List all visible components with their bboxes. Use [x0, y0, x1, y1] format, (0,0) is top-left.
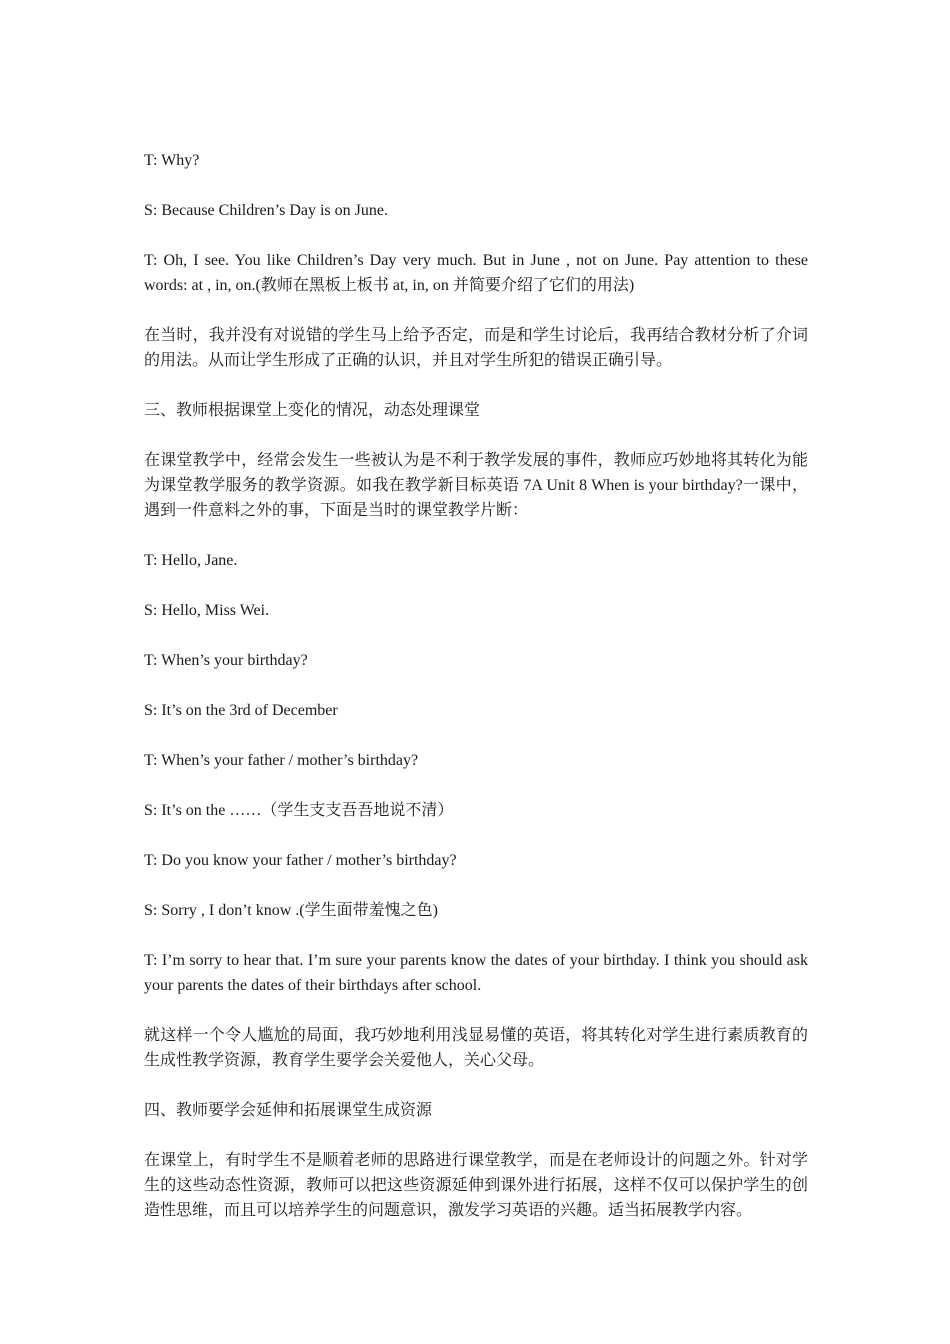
dialogue-line: T: When’s your father / mother’s birthday?	[144, 752, 419, 769]
body-paragraph: 就这样一个令人尴尬的局面，我巧妙地利用浅显易懂的英语，将其转化对学生进行素质教育的生成性教学资源，教育学生要学会关爱他人，关心父母。	[144, 1027, 808, 1069]
dialogue-line: S: It’s on the 3rd of December	[144, 702, 338, 719]
body-paragraph: 在当时，我并没有对说错的学生马上给予否定，而是和学生讨论后，我再结合教材分析了介词的用法。从而让学生形成了正确的认识，并且对学生所犯的错误正确引导。	[144, 327, 808, 369]
dialogue-line: T: Hello, Jane.	[144, 552, 238, 569]
document-body	[144, 148, 808, 1248]
dialogue-line: S: It’s on the ……（学生支支吾吾地说不清）	[144, 802, 454, 819]
dialogue-line: T: I’m sorry to hear that. I’m sure your parents know the dates of your birthday. I think you should ask your parents the dates of their birthdays after school.	[144, 952, 808, 994]
dialogue-line: S: Because Children’s Day is on June.	[144, 202, 388, 219]
dialogue-line: S: Hello, Miss Wei.	[144, 602, 270, 619]
section-heading: 三、教师根据课堂上变化的情况，动态处理课堂	[144, 402, 481, 419]
body-paragraph: 在课堂教学中，经常会发生一些被认为是不利于教学发展的事件，教师应巧妙地将其转化为能为课堂教学服务的教学资源。如我在教学新目标英语 7A Unit 8 When is your birthday?一课中，遇到一件意料之外的事，下面是当时的课堂教学片断：	[144, 452, 808, 519]
dialogue-line: T: When’s your birthday?	[144, 652, 308, 669]
dialogue-line: S: Sorry , I don’t know .(学生面带羞愧之色)	[144, 902, 438, 919]
body-paragraph: 在课堂上，有时学生不是顺着老师的思路进行课堂教学，而是在老师设计的问题之外。针对学生的这些动态性资源，教师可以把这些资源延伸到课外进行拓展，这样不仅可以保护学生的创造性思维，而且可以培养学生的问题意识，激发学习英语的兴趣。适当拓展教学内容。	[144, 1152, 808, 1219]
dialogue-line: T: Oh, I see. You like Children’s Day very much. But in June , not on June. Pay attention to these words: at , in, on.(教师在黑板上板书 at, in, on 并简要介绍了它们的用法)	[144, 252, 808, 294]
dialogue-line: T: Do you know your father / mother’s birthday?	[144, 852, 457, 869]
dialogue-line: T: Why?	[144, 152, 200, 169]
section-heading: 四、教师要学会延伸和拓展课堂生成资源	[144, 1102, 433, 1119]
